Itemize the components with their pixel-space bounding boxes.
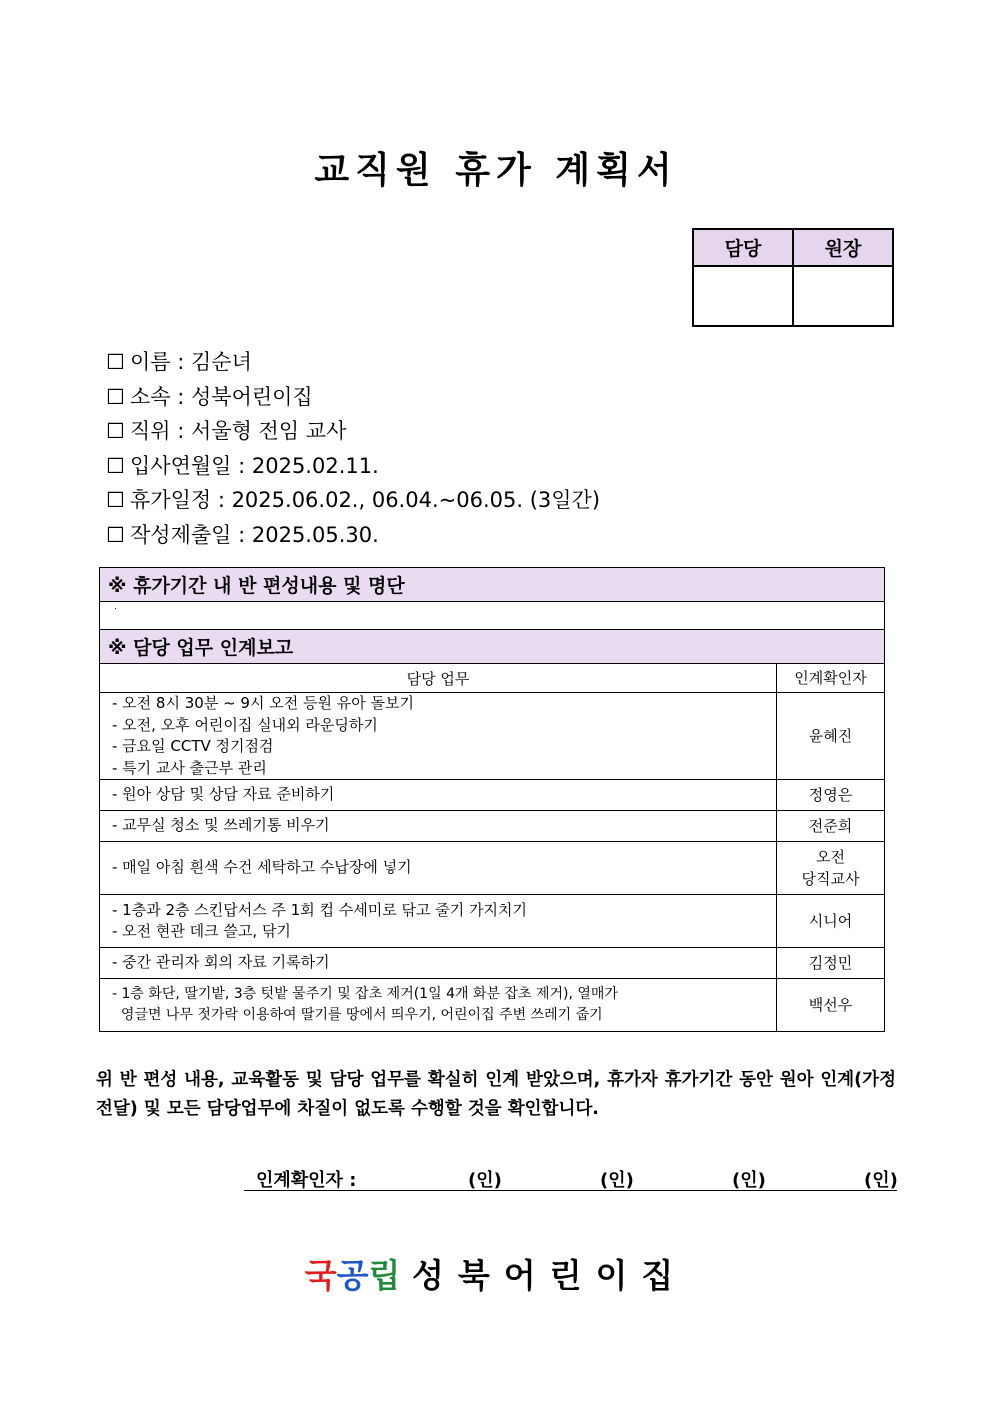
checkbox-icon: ☐ (106, 419, 125, 443)
signature-label: 인계확인자 : (256, 1170, 357, 1191)
approval-header-manager: 담당 (693, 229, 793, 266)
section-handover-title: ※ 담당 업무 인계보고 (100, 630, 885, 664)
approval-header-director: 원장 (793, 229, 893, 266)
person-cell: 시니어 (777, 895, 885, 948)
section-class-content: . (100, 602, 885, 630)
info-hire-date: ☐ 입사연월일 : 2025.02.11. (106, 449, 600, 484)
seal-mark: (인) (732, 1170, 766, 1191)
task-cell: - 오전 8시 30분 ~ 9시 오전 등원 유아 돌보기 - 오전, 오후 어린이집 실내외 라운딩하기 - 금요일 CCTV 정기점검 - 특기 교사 출근부 관리 (100, 693, 777, 780)
handover-table (99, 567, 885, 1032)
checkbox-icon: ☐ (106, 453, 125, 478)
info-submit-date: ☐ 작성제출일 : 2025.05.30. (106, 518, 600, 553)
table-row (100, 811, 885, 842)
checkbox-icon: ☐ (106, 488, 125, 512)
task-cell: - 교무실 청소 및 쓰레기통 비우기 (100, 811, 777, 842)
seal-mark: (인) (864, 1170, 898, 1191)
checkbox-icon: ☐ (106, 384, 125, 409)
person-cell: 오전 당직교사 (777, 842, 885, 895)
signature-line (244, 1164, 897, 1191)
person-cell: 윤혜진 (777, 693, 885, 780)
page-title: 교직원 휴가 계획서 (314, 150, 678, 191)
checkbox-icon: ☐ (106, 522, 125, 547)
task-cell: - 원아 상담 및 상담 자료 준비하기 (100, 780, 777, 811)
table-row (100, 979, 885, 1032)
confirmation-notice: 위 반 편성 내용, 교육활동 및 담당 업무를 확실히 인계 받았으며, 휴가자 휴가기간 동안 원아 인계(가정전달) 및 모든 담당업무에 차질이 없도록 수행할 것을 확인합니다. (96, 1070, 896, 1119)
approval-box (692, 228, 894, 327)
column-header-task: 담당 업무 (100, 664, 777, 693)
person-cell: 전준희 (777, 811, 885, 842)
seal-mark: (인) (468, 1170, 502, 1191)
person-cell: 정영은 (777, 780, 885, 811)
organization-name: 국공립 성북어린이집 (304, 1256, 688, 1295)
task-cell: - 1층과 2층 스킨답서스 주 1회 컵 수세미로 닦고 줄기 가지치기 - 오전 현관 데크 쓸고, 닦기 (100, 895, 777, 948)
table-row (100, 895, 885, 948)
info-name: ☐ 이름 : 김순녀 (106, 345, 600, 380)
seal-mark: (인) (600, 1170, 634, 1191)
approval-sign-director (793, 266, 893, 326)
person-cell: 김정민 (777, 948, 885, 979)
checkbox-icon: ☐ (106, 350, 125, 374)
info-leave-schedule: ☐ 휴가일정 : 2025.06.02., 06.04.~06.05. (3일간) (106, 483, 600, 518)
section-class-title: ※ 휴가기간 내 반 편성내용 및 명단 (100, 568, 885, 602)
column-header-person: 인계확인자 (777, 664, 885, 693)
approval-sign-manager (693, 266, 793, 326)
info-position: ☐ 직위 : 서울형 전임 교사 (106, 414, 600, 449)
info-list (106, 345, 600, 552)
task-cell: - 1층 화단, 딸기밭, 3층 텃밭 물주기 및 잡초 제거(1일 4개 화분 잡초 제거), 열매가 영글면 나무 젓가락 이용하여 딸기를 땅에서 띄우기, 어린이집 주변 쓰레기 줍기 (100, 979, 777, 1032)
table-row (100, 780, 885, 811)
person-cell: 백선우 (777, 979, 885, 1032)
table-row (100, 693, 885, 780)
task-cell: - 매일 아침 흰색 수건 세탁하고 수납장에 넣기 (100, 842, 777, 895)
table-row (100, 948, 885, 979)
task-cell: - 중간 관리자 회의 자료 기록하기 (100, 948, 777, 979)
info-affiliation: ☐ 소속 : 성북어린이집 (106, 380, 600, 415)
table-row (100, 842, 885, 895)
